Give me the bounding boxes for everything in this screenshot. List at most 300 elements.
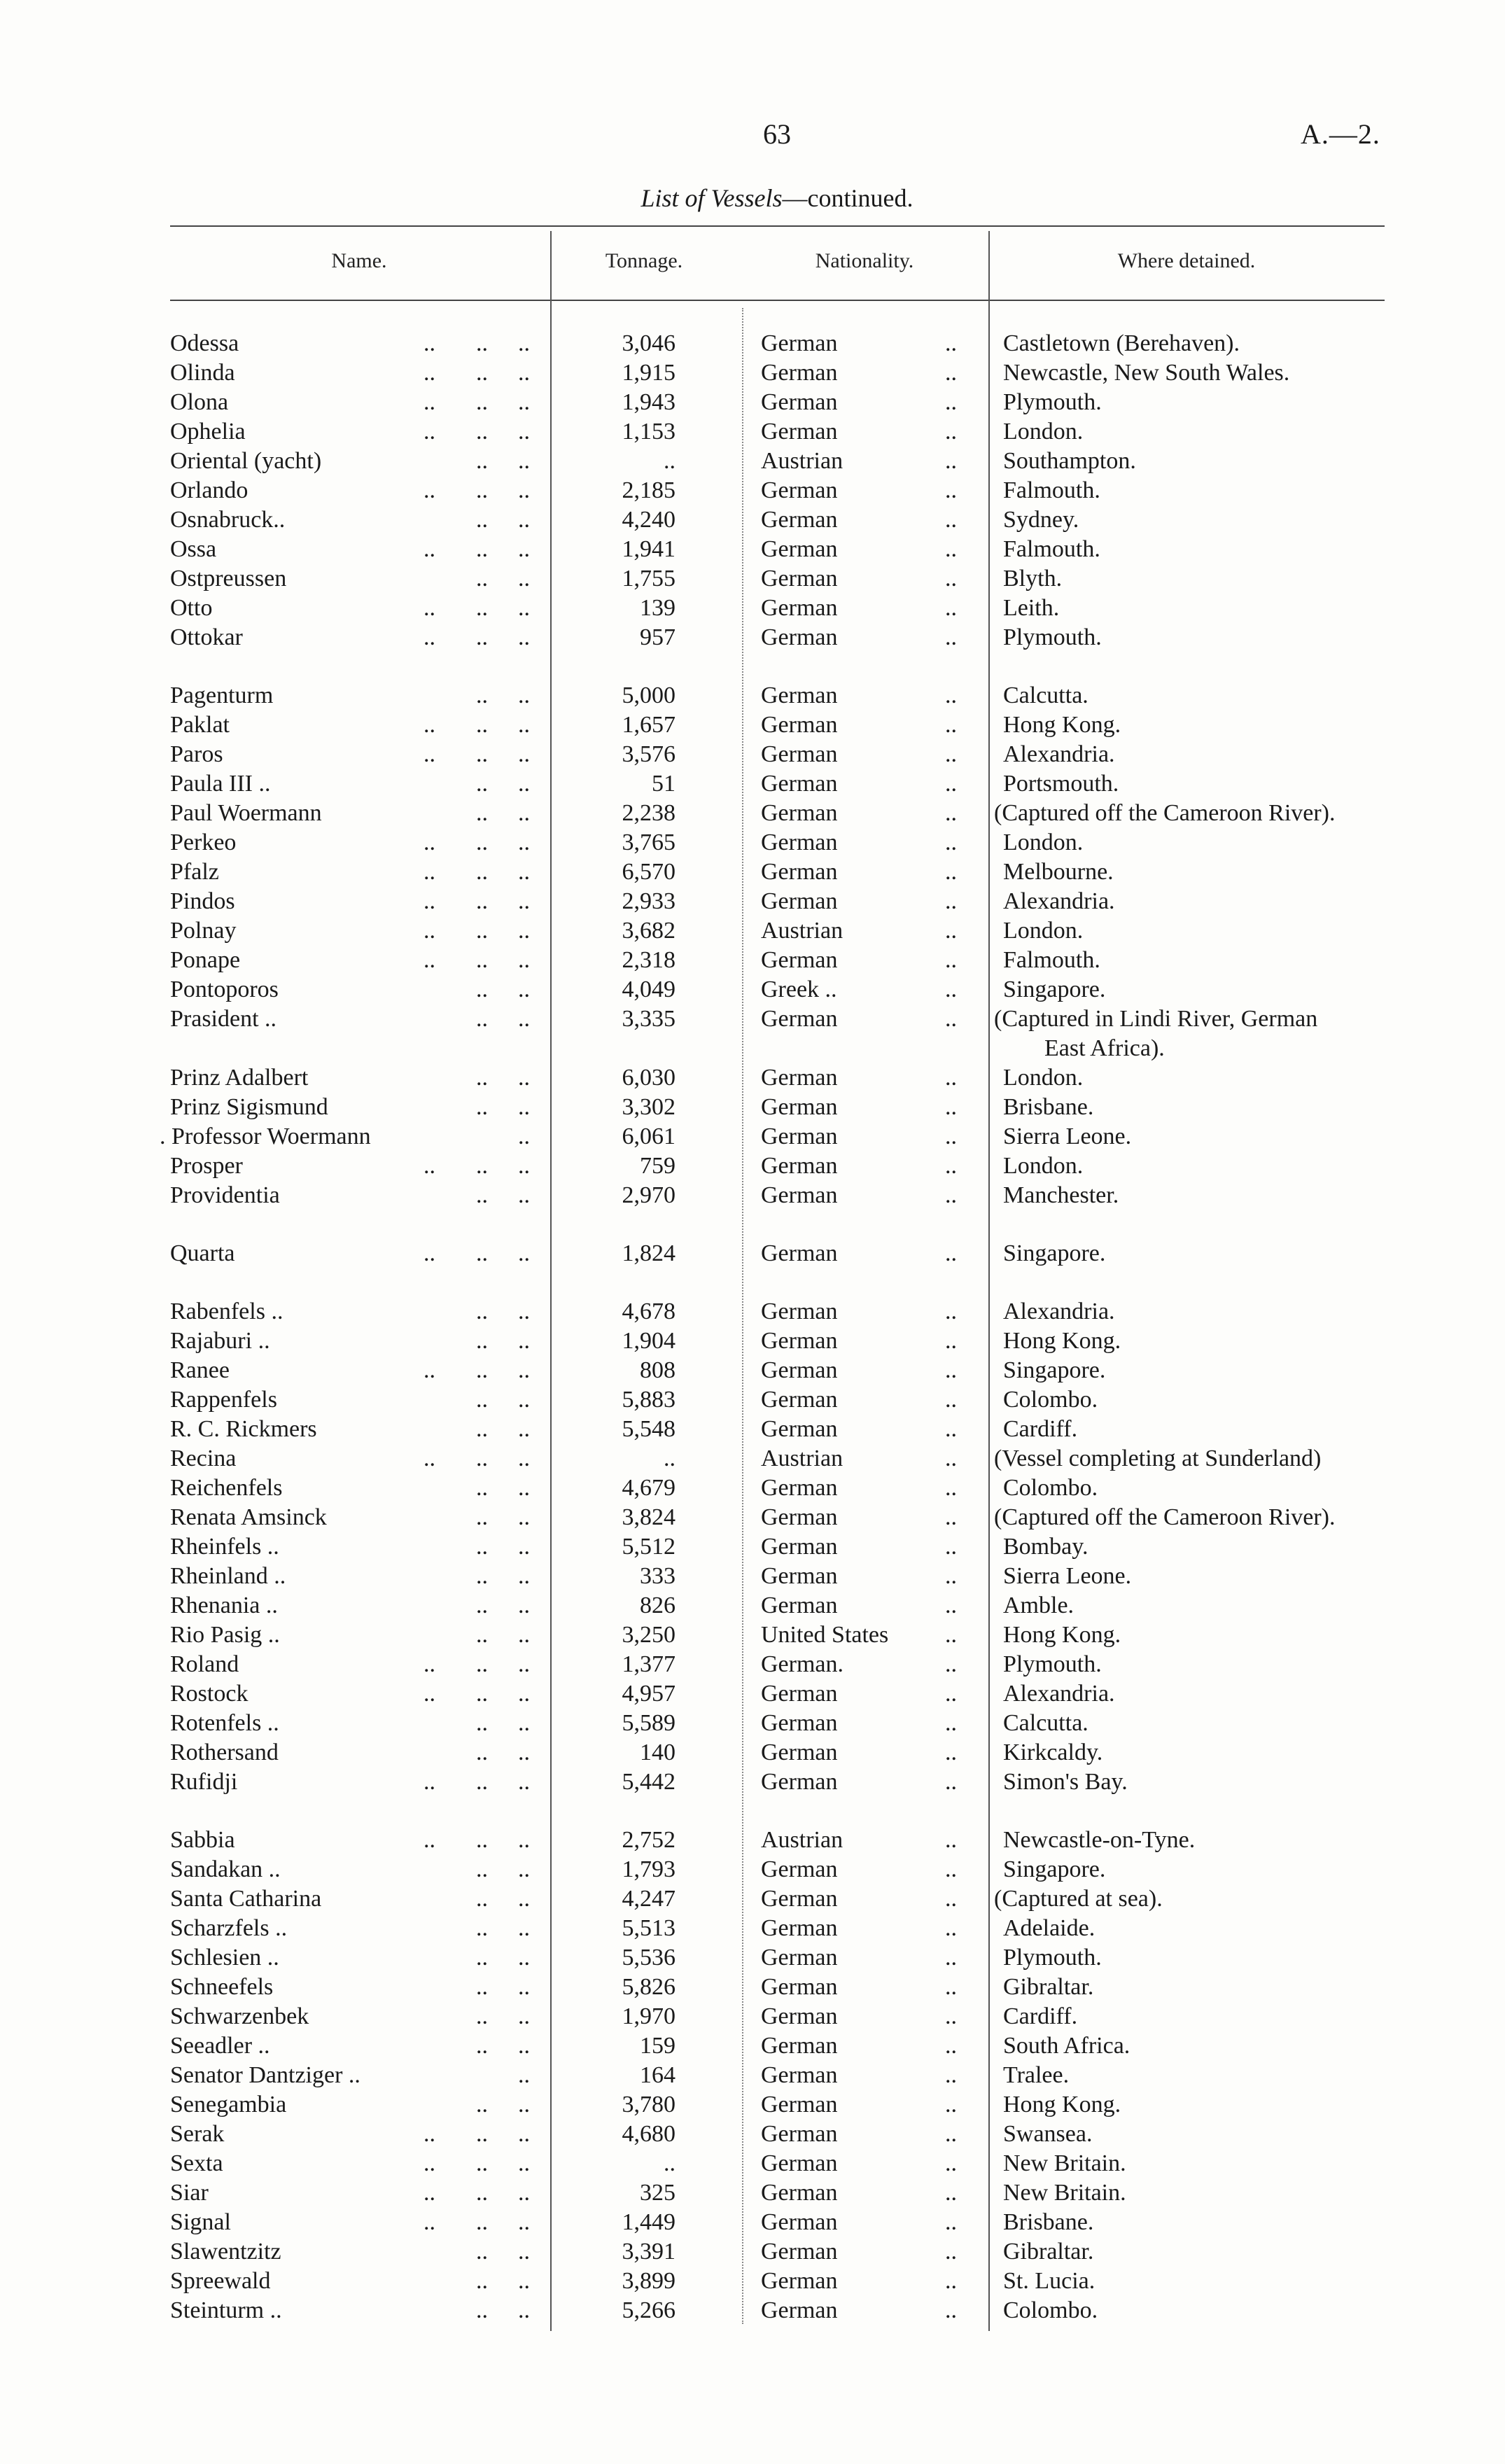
- where-detained-value: (Captured in Lindi River, German: [994, 1006, 1318, 1032]
- table-row: [0, 1415, 1505, 1444]
- tonnage-value: 140: [640, 1740, 676, 1765]
- vessel-name: Seeadler ..: [170, 2033, 270, 2059]
- where-detained-value: (Captured off the Cameroon River).: [994, 800, 1336, 826]
- table-row: [0, 1855, 1505, 1884]
- leader-dots: ..: [476, 1387, 488, 1413]
- tonnage-value: 3,824: [622, 1504, 676, 1530]
- table-row: [0, 2178, 1505, 2208]
- where-detained-value: Leith.: [1003, 595, 1060, 621]
- header-name: Name.: [331, 249, 387, 272]
- leader-dots: ..: [518, 360, 530, 386]
- leader-dots: ..: [476, 2150, 488, 2176]
- leader-dots: ..: [518, 1563, 530, 1589]
- where-detained-value: Falmouth.: [1003, 947, 1100, 973]
- leader-dots: ..: [945, 800, 957, 826]
- nationality-value: German.: [761, 1651, 844, 1677]
- table-row: [0, 358, 1505, 388]
- leader-dots: ..: [518, 2092, 530, 2118]
- vessel-name: Ostpreussen: [170, 566, 287, 592]
- tonnage-value: 3,302: [622, 1094, 676, 1120]
- table-row: [0, 1444, 1505, 1474]
- leader-dots: ..: [518, 682, 530, 708]
- where-detained-value: Plymouth.: [1003, 1651, 1102, 1677]
- nationality-value: German: [761, 682, 838, 708]
- leader-dots: ..: [945, 741, 957, 767]
- vessel-name: Reichenfels: [170, 1475, 283, 1501]
- vessel-name: Renata Amsinck: [170, 1504, 327, 1530]
- nationality-value: German: [761, 2268, 838, 2294]
- nationality-value: German: [761, 1328, 838, 1354]
- nationality-value: German: [761, 1710, 838, 1736]
- leader-dots: ..: [518, 800, 530, 826]
- where-detained-value: Simon's Bay.: [1003, 1769, 1128, 1795]
- nationality-value: German: [761, 1534, 838, 1560]
- table-row: [0, 1709, 1505, 1738]
- tonnage-value: 4,678: [622, 1298, 676, 1324]
- nationality-value: German: [761, 1006, 838, 1032]
- leader-dots: ..: [518, 1153, 530, 1179]
- table-row: [0, 975, 1505, 1004]
- vessel-name: Rotenfels ..: [170, 1710, 279, 1736]
- where-detained-value: Adelaide.: [1003, 1915, 1096, 1941]
- leader-dots: ..: [945, 976, 957, 1002]
- leader-dots: ..: [424, 859, 435, 885]
- leader-dots: ..: [518, 1065, 530, 1091]
- header-top-rule: [170, 225, 1385, 227]
- leader-dots: ..: [945, 1416, 957, 1442]
- table-row: [0, 710, 1505, 740]
- tonnage-value: 4,680: [622, 2121, 676, 2147]
- vessel-name: Ophelia: [170, 419, 246, 444]
- leader-dots: ..: [518, 1740, 530, 1765]
- leader-dots: ..: [945, 1240, 957, 1266]
- leader-dots: ..: [518, 507, 530, 533]
- table-row: [0, 2149, 1505, 2178]
- leader-dots: ..: [945, 2209, 957, 2235]
- leader-dots: ..: [476, 624, 488, 650]
- tonnage-value: 6,061: [622, 1124, 676, 1149]
- nationality-value: German: [761, 1298, 838, 1324]
- header-tonnage: Tonnage.: [605, 249, 683, 272]
- leader-dots: ..: [476, 888, 488, 914]
- vessel-name: Rostock: [170, 1681, 248, 1707]
- leader-dots: ..: [476, 771, 488, 797]
- nationality-value: German: [761, 2297, 838, 2323]
- table-row: [0, 1122, 1505, 1152]
- leader-dots: ..: [476, 1856, 488, 1882]
- leader-dots: ..: [518, 1622, 530, 1648]
- leader-dots: ..: [424, 888, 435, 914]
- where-detained-value: Plymouth.: [1003, 1945, 1102, 1970]
- leader-dots: ..: [945, 1328, 957, 1354]
- tonnage-value: ..: [664, 448, 676, 474]
- nationality-value: German: [761, 1240, 838, 1266]
- leader-dots: ..: [518, 1827, 530, 1853]
- leader-dots: ..: [424, 419, 435, 444]
- leader-dots: ..: [518, 1416, 530, 1442]
- tonnage-value: 4,957: [622, 1681, 676, 1707]
- leader-dots: ..: [476, 2003, 488, 2029]
- where-detained-value: Colombo.: [1003, 2297, 1098, 2323]
- tonnage-value: 1,153: [622, 419, 676, 444]
- leader-dots: ..: [945, 1592, 957, 1618]
- leader-dots: ..: [476, 1298, 488, 1324]
- table-row: [0, 623, 1505, 652]
- leader-dots: ..: [945, 888, 957, 914]
- leader-dots: ..: [476, 1065, 488, 1091]
- nationality-value: German: [761, 888, 838, 914]
- where-detained-value: Falmouth.: [1003, 477, 1100, 503]
- nationality-value: German: [761, 1740, 838, 1765]
- nationality-value: German: [761, 566, 838, 592]
- nationality-value: United States: [761, 1622, 889, 1648]
- nationality-value: German: [761, 2209, 838, 2235]
- leader-dots: ..: [945, 2239, 957, 2264]
- vessel-name: Prosper: [170, 1153, 243, 1179]
- leader-dots: ..: [476, 1592, 488, 1618]
- leader-dots: ..: [945, 419, 957, 444]
- where-detained-value: Calcutta.: [1003, 682, 1088, 708]
- vessel-name: Providentia: [170, 1182, 280, 1208]
- vessel-name: Rajaburi ..: [170, 1328, 270, 1354]
- nationality-value: German: [761, 1974, 838, 2000]
- table-row: [0, 2237, 1505, 2267]
- tonnage-value: 51: [652, 771, 676, 797]
- nationality-value: German: [761, 1945, 838, 1970]
- leader-dots: ..: [518, 859, 530, 885]
- nationality-value: German: [761, 2092, 838, 2118]
- vessel-name: Oriental (yacht): [170, 448, 322, 474]
- where-detained-value: Colombo.: [1003, 1387, 1098, 1413]
- nationality-value: German: [761, 947, 838, 973]
- leader-dots: ..: [518, 477, 530, 503]
- leader-dots: ..: [945, 1563, 957, 1589]
- leader-dots: ..: [424, 712, 435, 738]
- tonnage-value: 5,589: [622, 1710, 676, 1736]
- leader-dots: ..: [476, 918, 488, 944]
- leader-dots: ..: [945, 389, 957, 415]
- where-detained-value: Brisbane.: [1003, 2209, 1094, 2235]
- where-detained-value: London.: [1003, 419, 1084, 444]
- table-row: [0, 1650, 1505, 1679]
- leader-dots: ..: [945, 507, 957, 533]
- vessel-name: Spreewald: [170, 2268, 271, 2294]
- leader-dots: ..: [518, 1504, 530, 1530]
- table-row: [0, 535, 1505, 564]
- tonnage-value: 3,335: [622, 1006, 676, 1032]
- table-row: [0, 1093, 1505, 1122]
- nationality-value: German: [761, 2121, 838, 2147]
- leader-dots: ..: [424, 624, 435, 650]
- vessel-name: Steinturm ..: [170, 2297, 282, 2323]
- leader-dots: ..: [476, 1416, 488, 1442]
- leader-dots: ..: [945, 1740, 957, 1765]
- leader-dots: ..: [945, 1475, 957, 1501]
- leader-dots: ..: [518, 918, 530, 944]
- vessel-name: Paula III ..: [170, 771, 271, 797]
- tonnage-value: 5,826: [622, 1974, 676, 2000]
- leader-dots: ..: [945, 1915, 957, 1941]
- tonnage-value: 2,238: [622, 800, 676, 826]
- leader-dots: ..: [476, 448, 488, 474]
- nationality-value: German: [761, 1504, 838, 1530]
- leader-dots: ..: [476, 507, 488, 533]
- vessel-name: Senator Dantziger ..: [170, 2062, 360, 2088]
- tonnage-value: 2,185: [622, 477, 676, 503]
- where-detained-value: Singapore.: [1003, 1240, 1106, 1266]
- table-row: [0, 946, 1505, 975]
- where-detained-value: (Captured at sea).: [994, 1886, 1163, 1912]
- leader-dots: ..: [518, 2150, 530, 2176]
- table-row: [0, 329, 1505, 358]
- leader-dots: ..: [476, 1710, 488, 1736]
- tonnage-value: 1,970: [622, 2003, 676, 2029]
- vessel-name: Signal: [170, 2209, 231, 2235]
- leader-dots: ..: [945, 2003, 957, 2029]
- leader-dots: ..: [518, 2180, 530, 2206]
- vessel-name: Perkeo: [170, 830, 237, 855]
- vessel-name: Sexta: [170, 2150, 223, 2176]
- leader-dots: ..: [476, 477, 488, 503]
- table-row: [0, 2031, 1505, 2061]
- table-row: [0, 1034, 1505, 1063]
- tonnage-value: ..: [664, 2150, 676, 2176]
- table-row: [0, 1620, 1505, 1650]
- nationality-value: German: [761, 1592, 838, 1618]
- leader-dots: ..: [518, 1387, 530, 1413]
- leader-dots: ..: [945, 448, 957, 474]
- table-row: [0, 1884, 1505, 1914]
- tonnage-value: 159: [640, 2033, 676, 2059]
- tonnage-value: 1,449: [622, 2209, 676, 2235]
- leader-dots: ..: [945, 830, 957, 855]
- leader-dots: ..: [476, 1182, 488, 1208]
- table-row: [0, 1503, 1505, 1532]
- page-number: 63: [763, 118, 791, 150]
- table-row: [0, 2120, 1505, 2149]
- tonnage-value: 325: [640, 2180, 676, 2206]
- table-row: [0, 858, 1505, 887]
- leader-dots: ..: [518, 566, 530, 592]
- table-row: [0, 505, 1505, 535]
- nationality-value: German: [761, 859, 838, 885]
- leader-dots: ..: [945, 566, 957, 592]
- leader-dots: ..: [518, 330, 530, 356]
- nationality-value: Austrian: [761, 918, 844, 944]
- leader-dots: ..: [424, 1446, 435, 1471]
- nationality-value: German: [761, 2033, 838, 2059]
- tonnage-value: 6,570: [622, 859, 676, 885]
- table-row: [0, 2061, 1505, 2090]
- tonnage-value: 1,755: [622, 566, 676, 592]
- nationality-value: German: [761, 741, 838, 767]
- nationality-value: German: [761, 712, 838, 738]
- leader-dots: ..: [476, 595, 488, 621]
- nationality-value: German: [761, 507, 838, 533]
- leader-dots: ..: [424, 2209, 435, 2235]
- leader-dots: ..: [518, 536, 530, 562]
- table-row: [0, 594, 1505, 623]
- leader-dots: ..: [945, 1446, 957, 1471]
- tonnage-value: 5,513: [622, 1915, 676, 1941]
- leader-dots: ..: [476, 566, 488, 592]
- leader-dots: ..: [945, 1357, 957, 1383]
- tonnage-value: 4,247: [622, 1886, 676, 1912]
- leader-dots: ..: [945, 1387, 957, 1413]
- leader-dots: ..: [945, 477, 957, 503]
- where-detained-value: Hong Kong.: [1003, 1328, 1121, 1354]
- tonnage-value: 3,250: [622, 1622, 676, 1648]
- leader-dots: ..: [518, 1886, 530, 1912]
- leader-dots: ..: [518, 2062, 530, 2088]
- leader-dots: ..: [476, 1094, 488, 1120]
- section-gap: [0, 1210, 1505, 1239]
- leader-dots: ..: [476, 1006, 488, 1032]
- nationality-value: German: [761, 1094, 838, 1120]
- leader-dots: ..: [945, 536, 957, 562]
- vessel-table: [0, 329, 1505, 2325]
- vessel-name: Roland: [170, 1651, 239, 1677]
- table-row: [0, 1591, 1505, 1620]
- vessel-name: Ossa: [170, 536, 217, 562]
- tonnage-value: 1,941: [622, 536, 676, 562]
- leader-dots: ..: [945, 2033, 957, 2059]
- nationality-value: German: [761, 419, 838, 444]
- leader-dots: ..: [945, 1153, 957, 1179]
- nationality-value: German: [761, 1886, 838, 1912]
- table-row: [0, 1474, 1505, 1503]
- vessel-name: Rabenfels ..: [170, 1298, 284, 1324]
- vessel-name: Ottokar: [170, 624, 243, 650]
- leader-dots: ..: [424, 2180, 435, 2206]
- leader-dots: ..: [476, 1974, 488, 2000]
- leader-dots: ..: [518, 1534, 530, 1560]
- leader-dots: ..: [424, 2150, 435, 2176]
- leader-dots: ..: [518, 1446, 530, 1471]
- nationality-value: German: [761, 360, 838, 386]
- table-row: [0, 740, 1505, 769]
- tonnage-value: 3,576: [622, 741, 676, 767]
- where-detained-value: (Captured off the Cameroon River).: [994, 1504, 1336, 1530]
- vessel-name: Paklat: [170, 712, 230, 738]
- where-detained-value: Alexandria.: [1003, 741, 1115, 767]
- leader-dots: ..: [518, 947, 530, 973]
- leader-dots: ..: [945, 1651, 957, 1677]
- table-row: [0, 1973, 1505, 2002]
- leader-dots: ..: [518, 888, 530, 914]
- table-row: [0, 388, 1505, 417]
- table-row: [0, 916, 1505, 946]
- leader-dots: ..: [518, 2239, 530, 2264]
- vessel-name: Slawentzitz: [170, 2239, 281, 2264]
- leader-dots: ..: [476, 2268, 488, 2294]
- nationality-value: German: [761, 2003, 838, 2029]
- leader-dots: ..: [945, 771, 957, 797]
- section-gap: [0, 1797, 1505, 1826]
- nationality-value: German: [761, 771, 838, 797]
- tonnage-value: 2,970: [622, 1182, 676, 1208]
- tonnage-value: 1,657: [622, 712, 676, 738]
- tonnage-value: 1,915: [622, 360, 676, 386]
- where-detained-value: Southampton.: [1003, 448, 1136, 474]
- leader-dots: ..: [518, 1856, 530, 1882]
- leader-dots: ..: [945, 1065, 957, 1091]
- where-detained-value: Alexandria.: [1003, 1681, 1115, 1707]
- leader-dots: ..: [476, 741, 488, 767]
- vessel-name: Schlesien ..: [170, 1945, 279, 1970]
- leader-dots: ..: [518, 771, 530, 797]
- vessel-name: Rufidji: [170, 1769, 238, 1795]
- leader-dots: ..: [945, 947, 957, 973]
- leader-dots: ..: [476, 2180, 488, 2206]
- where-detained-value: Singapore.: [1003, 1856, 1106, 1882]
- leader-dots: ..: [476, 2239, 488, 2264]
- leader-dots: ..: [424, 536, 435, 562]
- tonnage-value: 1,943: [622, 389, 676, 415]
- where-detained-value: Cardiff.: [1003, 2003, 1078, 2029]
- leader-dots: ..: [424, 741, 435, 767]
- where-detained-value: Swansea.: [1003, 2121, 1093, 2147]
- leader-dots: ..: [476, 1534, 488, 1560]
- vessel-name: Serak: [170, 2121, 225, 2147]
- table-row: [0, 2090, 1505, 2120]
- where-detained-value: Manchester.: [1003, 1182, 1119, 1208]
- tonnage-value: 333: [640, 1563, 676, 1589]
- leader-dots: ..: [518, 1651, 530, 1677]
- tonnage-value: 5,883: [622, 1387, 676, 1413]
- nationality-value: German: [761, 1065, 838, 1091]
- leader-dots: ..: [518, 830, 530, 855]
- vessel-name: Sabbia: [170, 1827, 235, 1853]
- leader-dots: ..: [424, 918, 435, 944]
- leader-dots: ..: [945, 712, 957, 738]
- nationality-value: German: [761, 2239, 838, 2264]
- tonnage-value: 5,442: [622, 1769, 676, 1795]
- vessel-name: Olinda: [170, 360, 235, 386]
- vessel-name: Paros: [170, 741, 223, 767]
- leader-dots: ..: [518, 2033, 530, 2059]
- tonnage-value: 3,682: [622, 918, 676, 944]
- table-row: [0, 1239, 1505, 1268]
- header-where: Where detained.: [1117, 249, 1256, 272]
- leader-dots: ..: [476, 1446, 488, 1471]
- vessel-name: Rio Pasig ..: [170, 1622, 280, 1648]
- where-detained-value: Cardiff.: [1003, 1416, 1078, 1442]
- leader-dots: ..: [476, 1475, 488, 1501]
- tonnage-value: 5,512: [622, 1534, 676, 1560]
- leader-dots: ..: [518, 1945, 530, 1970]
- leader-dots: ..: [945, 1945, 957, 1970]
- where-detained-value: Colombo.: [1003, 1475, 1098, 1501]
- where-detained-value: Portsmouth.: [1003, 771, 1119, 797]
- tonnage-value: 808: [640, 1357, 676, 1383]
- vessel-name: Rhenania ..: [170, 1592, 278, 1618]
- table-row: [0, 1004, 1505, 1034]
- table-row: [0, 447, 1505, 476]
- tonnage-value: 759: [640, 1153, 676, 1179]
- nationality-value: German: [761, 1416, 838, 1442]
- where-detained-value: London.: [1003, 830, 1084, 855]
- nationality-value: German: [761, 536, 838, 562]
- where-detained-value: London.: [1003, 1065, 1084, 1091]
- vessel-name: Siar: [170, 2180, 209, 2206]
- tonnage-value: 826: [640, 1592, 676, 1618]
- tonnage-value: 3,780: [622, 2092, 676, 2118]
- leader-dots: ..: [424, 1357, 435, 1383]
- table-row: [0, 799, 1505, 828]
- leader-dots: ..: [518, 448, 530, 474]
- vessel-name: Rheinland ..: [170, 1563, 286, 1589]
